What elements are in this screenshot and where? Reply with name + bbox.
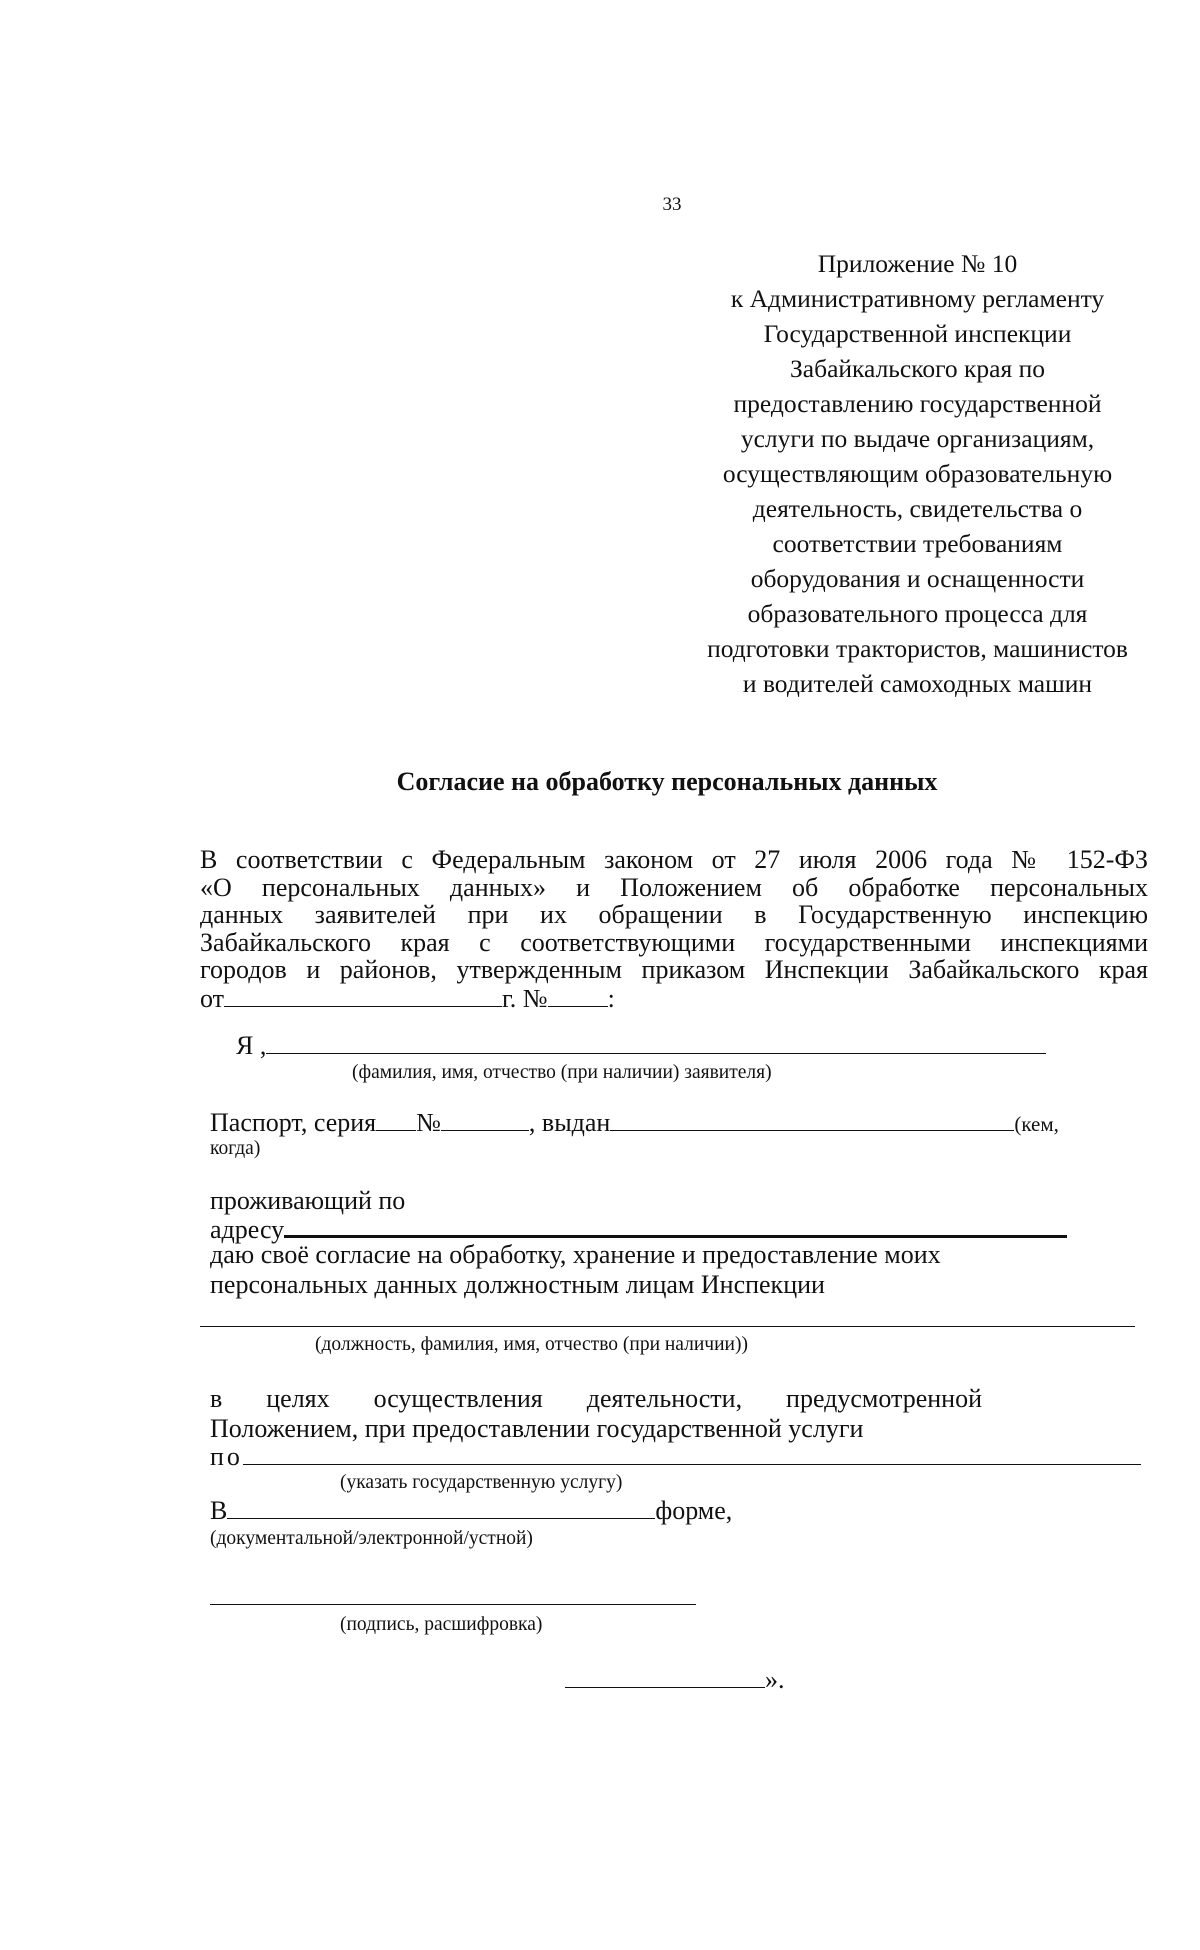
- appendix-line: предоставлению государственной: [733, 389, 1102, 418]
- consent-line-2: персональных данных должностным лицам Инспекции: [210, 1270, 825, 1299]
- applicant-line: [236, 1031, 1046, 1061]
- purpose-prefix: по: [210, 1442, 243, 1471]
- signature-caption: (подпись, расшифровка): [340, 1614, 543, 1635]
- form-line: [210, 1496, 732, 1526]
- appendix-line: к Административному регламенту: [730, 284, 1105, 313]
- closing-date-blank[interactable]: [565, 1665, 765, 1688]
- intro-line: В соответствии с Федеральным законом от 27 июля 2006 года № 152-ФЗ: [200, 845, 1148, 874]
- service-caption: (указать государственную услугу): [340, 1472, 623, 1493]
- order-number-label: г. №: [502, 983, 548, 1013]
- appendix-line: и водителей самоходных машин: [742, 669, 1093, 698]
- appendix-line: Государственной инспекции: [763, 319, 1072, 348]
- residence-label: адресу: [210, 1215, 285, 1244]
- intro-line: городов и районов, утвержденным приказом Инспекции Забайкальского края: [200, 955, 1148, 984]
- order-number-blank[interactable]: [548, 984, 608, 1007]
- applicant-name-blank[interactable]: [266, 1031, 1046, 1054]
- signature-blank[interactable]: [210, 1604, 696, 1605]
- intro-line: Забайкальского края с соответствующими государственными инспекциями: [200, 927, 1148, 957]
- passport-line: [210, 1108, 1059, 1138]
- form-caption: (документальной/электронной/устной): [210, 1528, 533, 1549]
- purpose-word: в: [210, 1384, 223, 1413]
- purpose-line-1: [210, 1384, 982, 1414]
- order-date-blank[interactable]: [224, 984, 502, 1007]
- appendix-line: оборудования и оснащенности: [750, 564, 1085, 593]
- applicant-caption: (фамилия, имя, отчество (при наличии) заявителя): [352, 1062, 772, 1083]
- order-date-line: [200, 984, 1148, 1013]
- appendix-line: услуги по выдаче организациям,: [740, 424, 1095, 453]
- passport-label: Паспорт, серия: [210, 1108, 377, 1137]
- form-suffix: форме,: [655, 1496, 733, 1525]
- purpose-word: деятельности,: [586, 1384, 743, 1413]
- passport-series-blank[interactable]: [376, 1108, 416, 1131]
- document-title: Согласие на обработку персональных данных: [396, 767, 938, 796]
- order-date-prefix: от: [200, 983, 225, 1013]
- official-caption: (должность, фамилия, имя, отчество (при наличии)): [315, 1334, 748, 1355]
- passport-number-label: №: [416, 1108, 441, 1137]
- purpose-word: предусмотренной: [786, 1384, 982, 1413]
- purpose-line-3: [210, 1442, 1141, 1472]
- applicant-prefix: Я ,: [236, 1031, 267, 1060]
- form-type-blank[interactable]: [227, 1496, 655, 1519]
- passport-issuer-hint: (кем,: [1014, 1112, 1059, 1136]
- intro-line: «О персональных данных» и Положением об обработке персональных: [200, 872, 1148, 902]
- residence-line-1: проживающий по: [210, 1186, 406, 1215]
- appendix-header: [655, 246, 1180, 701]
- appendix-line: подготовки трактористов, машинистов: [707, 634, 1128, 663]
- page-number: 33: [662, 194, 682, 215]
- closing-line: [565, 1665, 785, 1695]
- appendix-line: соответствии требованиям: [772, 529, 1063, 558]
- consent-line-1: даю своё согласие на обработку, хранение и предоставление моих: [210, 1240, 941, 1269]
- appendix-line: Приложение № 10: [817, 249, 1018, 278]
- intro-paragraph: [200, 846, 1148, 1012]
- purpose-line-2: Положением, при предоставлении государственной услуги: [210, 1414, 864, 1443]
- appendix-line: образовательного процесса для: [747, 599, 1088, 628]
- service-name-blank[interactable]: [243, 1442, 1141, 1465]
- appendix-line: Забайкальского края по: [790, 354, 1045, 383]
- passport-issuer-blank[interactable]: [610, 1108, 1014, 1131]
- passport-issuer-hint-cont: когда): [210, 1138, 261, 1159]
- official-name-blank[interactable]: [200, 1326, 1135, 1327]
- passport-issued-label: , выдан: [528, 1108, 611, 1137]
- closing-suffix: ».: [765, 1665, 785, 1694]
- appendix-line: осуществляющим образовательную: [722, 459, 1113, 488]
- form-prefix: В: [210, 1496, 228, 1525]
- address-blank[interactable]: [284, 1213, 1067, 1238]
- passport-number-blank[interactable]: [441, 1108, 529, 1131]
- intro-line: данных заявителей при их обращении в Государственную инспекцию: [200, 900, 1148, 929]
- purpose-word: целях: [266, 1384, 330, 1413]
- order-line-colon: :: [607, 983, 615, 1013]
- appendix-line: деятельность, свидетельства о: [752, 494, 1083, 523]
- purpose-word: осуществления: [373, 1384, 543, 1413]
